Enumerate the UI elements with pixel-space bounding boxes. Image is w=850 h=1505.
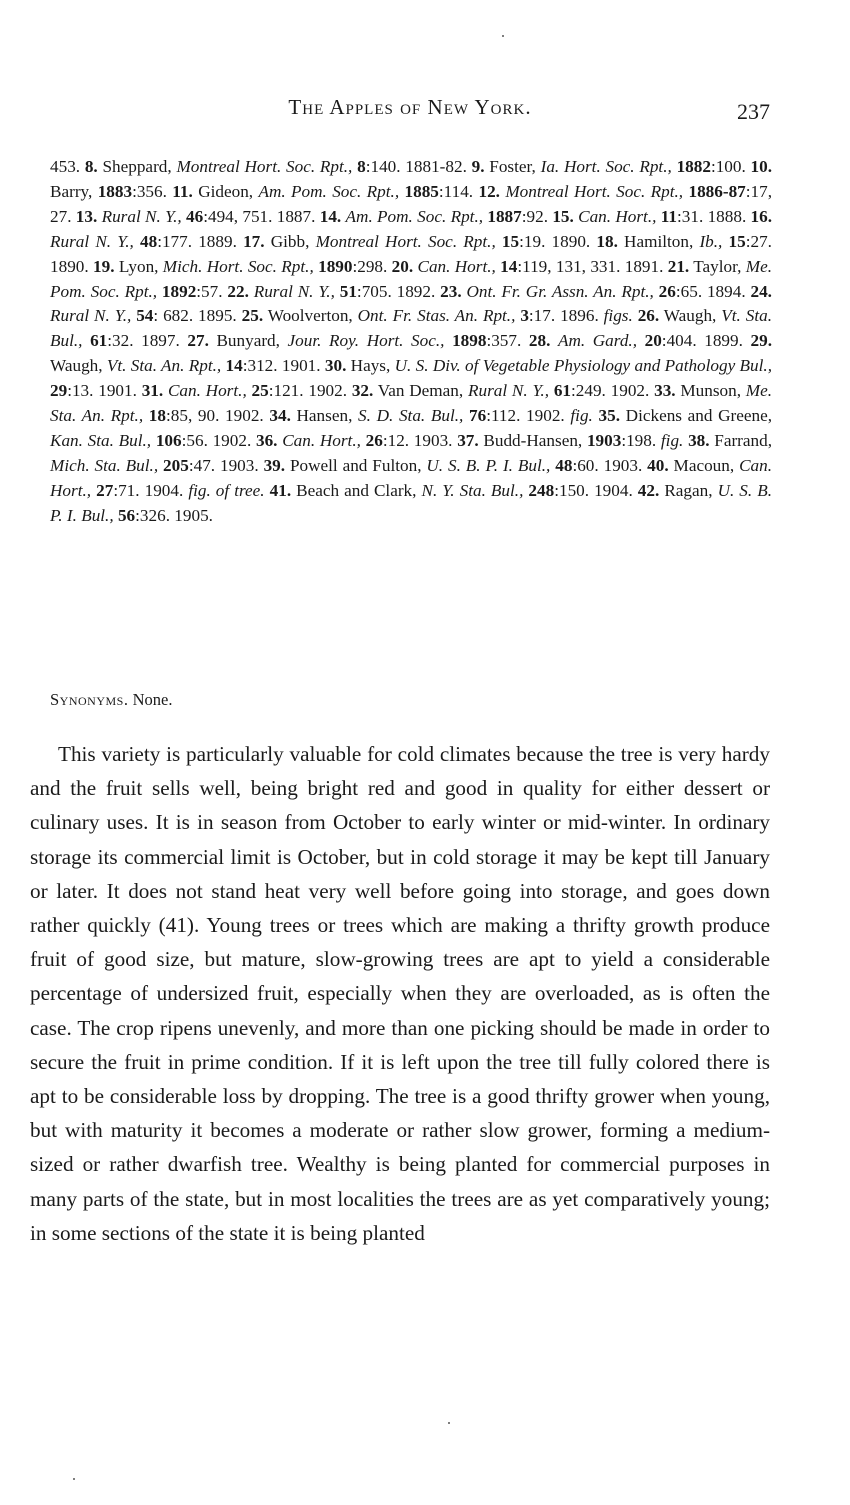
ref-italic-run: Ont. Fr. Stas. An. Rpt., (357, 306, 516, 326)
ref-bold-run: 37. (457, 430, 479, 450)
ref-bold-run: 40. (647, 455, 669, 475)
ref-italic-run: U. S. B. P. I. Bul., (426, 455, 551, 475)
ref-bold-run: 14. (319, 206, 342, 226)
ref-bold-run: 29. (750, 331, 772, 351)
ref-bold-run: 1883 (97, 181, 133, 201)
ref-text-run: :100. (710, 157, 751, 176)
ref-bold-run: 26 (658, 281, 676, 301)
ref-bold-run: 11. (172, 181, 193, 201)
ref-text-run: :494, 751. 1887. (203, 206, 320, 226)
ref-text-run: Macoun, (668, 455, 740, 475)
ref-text-run: Taylor, (689, 256, 746, 276)
ref-text-run: Munson, (675, 381, 746, 401)
ref-bold-run: 39. (263, 455, 286, 475)
ref-bold-run: 36. (255, 430, 278, 450)
ref-text-run: :705. 1892. (356, 281, 441, 301)
ref-italic-run: U. S. B. P. I. Bul., (50, 480, 773, 525)
ref-text-run: Bunyard, (208, 331, 288, 351)
ref-text-run: 453. (50, 157, 85, 176)
ref-bold-run: 1887 (487, 206, 522, 226)
ref-italic-run: Rural N. Y., (253, 281, 335, 301)
ref-text-run: :150. 1904. (554, 480, 638, 500)
ref-italic-run: U. S. Div. of Vegetable Physiology and Pathology Bul., (394, 356, 773, 376)
ref-italic-run: Montreal Hort. Soc. Rpt., (315, 231, 496, 251)
ref-bold-run: 31. (141, 381, 164, 401)
body-paragraph: This variety is particularly valuable for cold climates because the tree is very hardy and the fruit sells well, being bright red and good in quality for either dessert or culinary uses. It is in season from October to early winter or mid-winter. In ordinary storage its commercial limit is October, but in cold storage it may be kept till January or later. It does not stand heat very well before going into storage, and goes down rather quickly (41). Young trees or trees which are making a thrifty growth produce fruit of good size, but mature, slow-growing trees are apt to yield a considerable percentage of undersized fruit, especially when they are overloaded, as is often the case. The crop ripens unevenly, and more than one picking should be made in order to secure the fruit in prime condition. If it is left upon the tree till fully colored there is apt to be considerable loss by dropping. The tree is a good thrifty grower when young, but with maturity it becomes a moderate or rather slow grower, forming a medium-sized or rather dwarfish tree. Wealthy is being planted for commercial purposes in many parts of the state, but in most localities the trees are as yet comparatively young; in some sections of the state it is being planted (30, 742, 770, 1245)
ref-bold-run: 3 (520, 306, 529, 326)
ref-bold-run: 20 (644, 331, 662, 351)
ref-italic-run: Can. Hort., (578, 206, 657, 226)
ref-text-run: Waugh, (50, 356, 107, 376)
ref-text-run: Dickens and Greene, (620, 406, 773, 426)
ref-text-run: Lyon, (114, 256, 163, 276)
ref-bold-run: 42. (637, 480, 660, 500)
ref-bold-run: 28. (528, 331, 551, 351)
ref-text-run: :56. 1902. (181, 430, 256, 450)
ref-bold-run: 18. (596, 231, 618, 251)
ref-text-run: :71. 1904. (113, 480, 189, 500)
ref-bold-run: 51 (339, 281, 357, 301)
ref-bold-run: 30. (324, 356, 347, 376)
ref-text-run (550, 331, 558, 350)
ref-text-run (82, 331, 90, 350)
ref-italic-run: fig. of tree. (188, 480, 265, 500)
ref-text-run: :47. 1903. (188, 455, 264, 475)
ref-text-run: :27. 1890. (50, 231, 772, 276)
ref-bold-run: 15. (552, 206, 574, 226)
page-header (50, 95, 770, 135)
ref-text-run: Gibb, (264, 231, 316, 251)
ref-bold-run: 25. (241, 306, 264, 326)
ref-bold-run: 14 (500, 256, 518, 276)
ref-bold-run: 13. (75, 206, 98, 226)
ref-italic-run: Ib., (699, 231, 723, 251)
ref-text-run: :404. 1899. (661, 331, 751, 351)
ref-italic-run: Rural N. Y., (467, 381, 550, 401)
ref-bold-run: 56 (117, 505, 136, 525)
ref-bold-run: 248 (528, 480, 555, 500)
ref-text-run: :12. 1903. (382, 430, 458, 450)
ref-italic-run: Can. Hort., (282, 430, 361, 450)
ref-bold-run: 1903 (586, 430, 622, 450)
ref-text-run: :112. 1902. (486, 406, 571, 426)
scan-speck (448, 1422, 450, 1424)
ref-bold-run: 33. (654, 381, 676, 401)
ref-bold-run: 11 (660, 206, 677, 226)
ref-text-run: Foster, (484, 157, 541, 176)
ref-italic-run: Ia. Hort. Soc. Rpt., (540, 157, 672, 176)
ref-text-run: Woolverton, (263, 306, 358, 326)
ref-bold-run: 9. (471, 157, 485, 176)
ref-italic-run: Jour. Roy. Hort. Soc., (287, 331, 445, 351)
ref-text-run: :17, 27. (50, 181, 773, 226)
ref-text-run: Hansen, (290, 406, 359, 426)
ref-bold-run: 205 (163, 455, 189, 475)
ref-text-run: :249. 1902. (571, 381, 655, 401)
ref-text-run: Barry, (50, 181, 98, 201)
ref-bold-run: 38. (688, 430, 710, 450)
ref-bold-run: 1886-87 (688, 181, 746, 201)
ref-italic-run: Montreal Hort. Soc. Rpt., (176, 157, 353, 176)
ref-text-run: Waugh, (659, 306, 722, 326)
ref-italic-run: Montreal Hort. Soc. Rpt., (505, 181, 684, 201)
ref-bold-run: 1885 (404, 181, 439, 201)
ref-text-run: Sheppard, (97, 157, 177, 176)
ref-text-run: :121. 1902. (268, 381, 352, 401)
ref-italic-run: Rural N. Y., (101, 206, 182, 226)
ref-bold-run: 15 (728, 231, 746, 251)
ref-italic-run: Me. Pom. Soc. Rpt., (50, 256, 773, 301)
ref-text-run: :31. 1888. (677, 206, 751, 226)
ref-bold-run: 19. (93, 256, 115, 276)
ref-bold-run: 29 (50, 381, 68, 401)
ref-bold-run: 61 (90, 331, 108, 351)
ref-bold-run: 35. (598, 406, 620, 426)
ref-text-run: Budd-Hansen, (478, 430, 587, 450)
ref-bold-run: 54 (136, 306, 154, 326)
ref-bold-run: 24. (750, 281, 772, 301)
ref-bold-run: 25 (251, 381, 269, 401)
ref-text-run (444, 331, 452, 350)
ref-italic-run: Mich. Hort. Soc. Rpt., (162, 256, 314, 276)
ref-text-run: :60. 1903. (572, 455, 648, 475)
ref-text-run: Farrand, (709, 430, 773, 450)
ref-text-run: :298. (352, 256, 392, 276)
ref-text-run: Van Deman, (373, 381, 468, 401)
ref-bold-run: 8 (357, 157, 366, 176)
ref-bold-run: 1882 (676, 157, 711, 176)
ref-bold-run: 34. (269, 406, 291, 426)
ref-bold-run: 48 (140, 231, 158, 251)
ref-bold-run: 61 (553, 381, 571, 401)
ref-italic-run: Vt. Sta. An. Rpt., (106, 356, 222, 376)
ref-bold-run: 17. (243, 231, 265, 251)
ref-bold-run: 21. (667, 256, 690, 276)
ref-text-run: Hamilton, (617, 231, 700, 251)
synonyms-value: None. (132, 690, 173, 709)
ref-text-run: Ragan, (659, 480, 718, 500)
ref-bold-run: 41. (269, 480, 292, 500)
ref-bold-run: 26 (365, 430, 383, 450)
ref-text-run: : 682. 1895. (153, 306, 242, 326)
ref-text-run: :119, 131, 331. 1891. (517, 256, 668, 276)
ref-bold-run: 15 (501, 231, 520, 251)
ref-text-run: :140. 1881-82. (365, 157, 472, 176)
ref-text-run: :326. 1905. (135, 505, 213, 525)
ref-bold-run: 48 (555, 455, 573, 475)
ref-text-run: Hays, (346, 356, 395, 376)
ref-bold-run: 1890 (318, 256, 353, 276)
ref-italic-run: fig. (660, 430, 684, 450)
ref-text-run: :114. (438, 181, 479, 201)
ref-bold-run: 14 (225, 356, 243, 376)
ref-bold-run: 20. (391, 256, 414, 276)
ref-italic-run: Vt. Sta. Bul., (50, 306, 772, 351)
ref-text-run: :177. 1889. (157, 231, 244, 251)
ref-bold-run: 76 (469, 406, 487, 426)
ref-bold-run: 12. (478, 181, 500, 201)
ref-bold-run: 32. (351, 381, 374, 401)
ref-bold-run: 23. (440, 281, 462, 301)
ref-italic-run: Rural N. Y., (50, 231, 134, 251)
ref-text-run: :92. (521, 206, 553, 226)
ref-text-run: :356. (132, 181, 173, 201)
ref-text-run: Gideon, (192, 181, 259, 201)
ref-bold-run: 16. (750, 206, 773, 226)
ref-bold-run: 18 (148, 406, 166, 426)
ref-bold-run: 27 (96, 480, 114, 500)
ref-text-run (637, 331, 645, 350)
ref-italic-run: Am. Gard., (557, 331, 638, 351)
ref-text-run: :312. 1901. (242, 356, 325, 376)
ref-italic-run: Me. Sta. An. Rpt., (50, 381, 773, 426)
synonyms-label: Synonyms. (50, 690, 129, 709)
ref-text-run: :17. 1896. (528, 306, 604, 326)
ref-text-run: :13. 1901. (67, 381, 142, 401)
ref-text-run: :65. 1894. (675, 281, 751, 301)
ref-italic-run: Can. Hort., (50, 455, 773, 500)
scan-speck (502, 35, 504, 37)
ref-bold-run: 8. (84, 157, 98, 176)
ref-italic-run: S. D. Sta. Bul., (358, 406, 464, 426)
ref-text-run: :198. (621, 430, 661, 450)
ref-italic-run: Am. Pom. Soc. Rpt., (258, 181, 400, 201)
ref-text-run: Beach and Clark, (291, 480, 422, 500)
ref-italic-run: Rural N. Y., (50, 306, 132, 326)
ref-bold-run: 10. (750, 157, 773, 176)
ref-italic-run: figs. (603, 306, 633, 326)
ref-bold-run: 26. (637, 306, 660, 326)
ref-bold-run: 1898 (452, 331, 487, 351)
ref-text-run: :85, 90. 1902. (165, 406, 270, 426)
scan-speck (73, 1478, 75, 1480)
synonyms-line (50, 688, 772, 712)
references-block (50, 155, 772, 529)
ref-text-run: :357. (486, 331, 529, 351)
ref-italic-run: Can. Hort., (167, 381, 247, 401)
ref-bold-run: 22. (227, 281, 249, 301)
ref-italic-run: Can. Hort., (417, 256, 496, 276)
ref-bold-run: 106 (155, 430, 182, 450)
ref-italic-run: Kan. Sta. Bul., (50, 430, 152, 450)
running-title: The Apples of New York. (288, 95, 532, 119)
ref-italic-run: Am. Pom. Soc. Rpt., (345, 206, 484, 226)
page-number: 237 (737, 99, 770, 124)
ref-bold-run: 46 (186, 206, 204, 226)
ref-bold-run: 27. (187, 331, 209, 351)
ref-italic-run: Mich. Sta. Bul., (50, 455, 159, 475)
ref-bold-run: 1892 (161, 281, 197, 301)
ref-text-run: :57. (196, 281, 228, 301)
ref-text-run: :19. 1890. (519, 231, 597, 251)
ref-italic-run: fig. (570, 406, 593, 426)
ref-text-run: :32. 1897. (107, 331, 188, 351)
ref-text-run: Powell and Fulton, (285, 455, 427, 475)
ref-italic-run: Ont. Fr. Gr. Assn. An. Rpt., (466, 281, 654, 301)
ref-italic-run: N. Y. Sta. Bul., (421, 480, 524, 500)
